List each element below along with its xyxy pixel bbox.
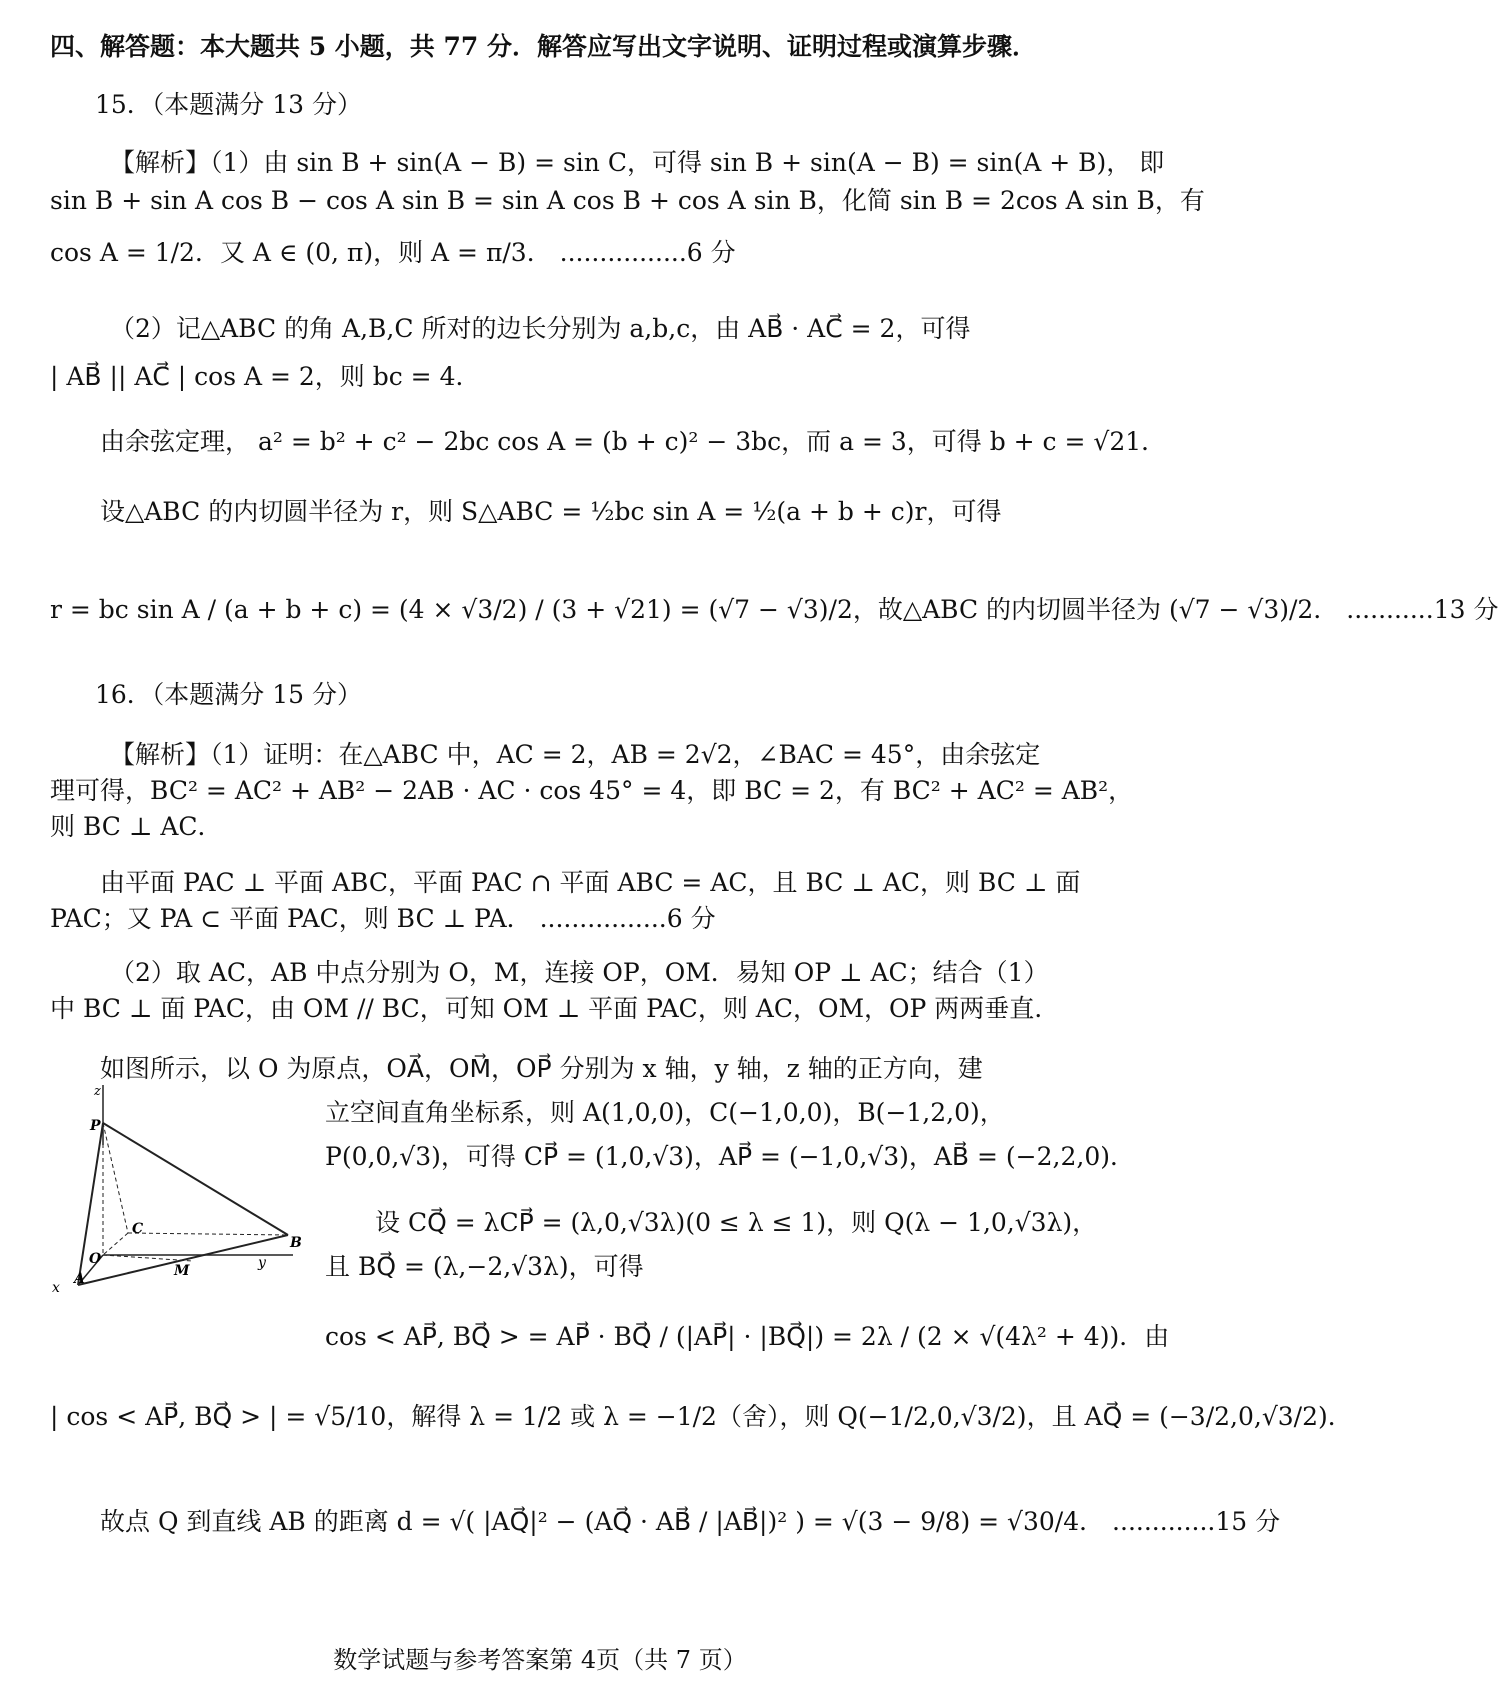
solution-line: 【解析】（1）由 sin B + sin(A − B) = sin C，可得 sin B + sin(A − B) = sin(A + B)， 即 [110, 148, 1165, 177]
solution-line: P(0,0,√3)，可得 CP⃗ = (1,0,√3)，AP⃗ = (−1,0,√3)，AB⃗ = (−2,2,0)． [325, 1142, 1135, 1171]
label-O: O [89, 1251, 102, 1267]
solution-line: cos < AP⃗, BQ⃗ > = AP⃗ · BQ⃗ / (|AP⃗| · |BQ⃗|) = 2λ / (2 × √(4λ² + 4))．由 [325, 1322, 1170, 1351]
label-y: y [258, 1255, 266, 1271]
solution-line: 16．（本题满分 15 分） [95, 680, 363, 709]
label-C: C [132, 1221, 144, 1237]
coordinate-figure [48, 1085, 308, 1295]
solution-line: 则 BC ⊥ AC． [50, 812, 223, 841]
label-P: P [90, 1118, 101, 1134]
solution-line: PAC；又 PA ⊂ 平面 PAC，则 BC ⊥ PA． ................6 分 [50, 904, 716, 933]
solution-line: 由余弦定理， a² = b² + c² − 2bc cos A = (b + c)² − 3bc，而 a = 3，可得 b + c = √21． [100, 427, 1167, 456]
solution-line: 理可得，BC² = AC² + AB² − 2AB · AC · cos 45° = 4，即 BC = 2，有 BC² + AC² = AB²， [50, 776, 1134, 805]
solution-line: cos A = 1/2．又 A ∈ (0, π)，则 A = π/3． ................6 分 [50, 238, 736, 267]
solution-line: 立空间直角坐标系，则 A(1,0,0)，C(−1,0,0)，B(−1,2,0)， [325, 1098, 1005, 1127]
label-M: M [174, 1263, 190, 1279]
solution-line: | AB⃗ || AC⃗ | cos A = 2，则 bc = 4． [50, 362, 481, 391]
label-A: A [74, 1271, 85, 1287]
solution-line: 如图所示，以 O 为原点，OA⃗，OM⃗，OP⃗ 分别为 x 轴，y 轴，z 轴的正方向，建 [100, 1054, 983, 1083]
solution-line: （2）取 AC，AB 中点分别为 O，M，连接 OP，OM．易知 OP ⊥ AC；结合（1） [110, 958, 1049, 987]
solution-line: 由平面 PAC ⊥ 平面 ABC，平面 PAC ∩ 平面 ABC = AC，且 BC ⊥ AC，则 BC ⊥ 面 [100, 868, 1081, 897]
section-header: 四、解答题：本大题共 5 小题，共 77 分．解答应写出文字说明、证明过程或演算步骤． [50, 32, 1038, 61]
solution-line: | cos < AP⃗, BQ⃗ > | = √5/10，解得 λ = 1/2 或 λ = −1/2（舍），则 Q(−1/2,0,√3/2)，且 AQ⃗ = (−3/2,0,√3/2)． [50, 1402, 1353, 1431]
solution-line: r = bc sin A / (a + b + c) = (4 × √3/2) / (3 + √21) = (√7 − √3)/2，故△ABC 的内切圆半径为 (√7 − √3)/2． ...........13 分 [50, 595, 1498, 624]
solution-line: 15．（本题满分 13 分） [95, 90, 363, 119]
solution-line: 且 BQ⃗ = (λ,−2,√3λ)，可得 [325, 1252, 644, 1281]
solution-line: （2）记△ABC 的角 A,B,C 所对的边长分别为 a,b,c，由 AB⃗ · AC⃗ = 2，可得 [110, 314, 971, 343]
solution-line: 故点 Q 到直线 AB 的距离 d = √( |AQ⃗|² − (AQ⃗ · AB⃗ / |AB⃗|)² ) = √(3 − 9/8) = √30/4． .............15 分 [100, 1507, 1281, 1536]
label-B: B [290, 1235, 302, 1251]
solution-line: sin B + sin A cos B − cos A sin B = sin A cos B + cos A sin B，化简 sin B = 2cos A sin B，有 [50, 186, 1205, 215]
solution-line: 设△ABC 的内切圆半径为 r，则 S△ABC = ½bc sin A = ½(a + b + c)r，可得 [100, 497, 1002, 526]
solution-line: 设 CQ⃗ = λCP⃗ = (λ,0,√3λ)(0 ≤ λ ≤ 1)，则 Q(λ − 1,0,√3λ)， [375, 1208, 1098, 1237]
label-z: z [94, 1084, 101, 1099]
label-x: x [52, 1280, 60, 1296]
solution-line: 【解析】（1）证明：在△ABC 中，AC = 2，AB = 2√2，∠BAC = 45°，由余弦定 [110, 740, 1041, 769]
solution-line: 中 BC ⊥ 面 PAC，由 OM // BC，可知 OM ⊥ 平面 PAC，则 AC，OM，OP 两两垂直. [50, 994, 1043, 1023]
page-footer: 数学试题与参考答案第 4页（共 7 页） [333, 1646, 747, 1674]
